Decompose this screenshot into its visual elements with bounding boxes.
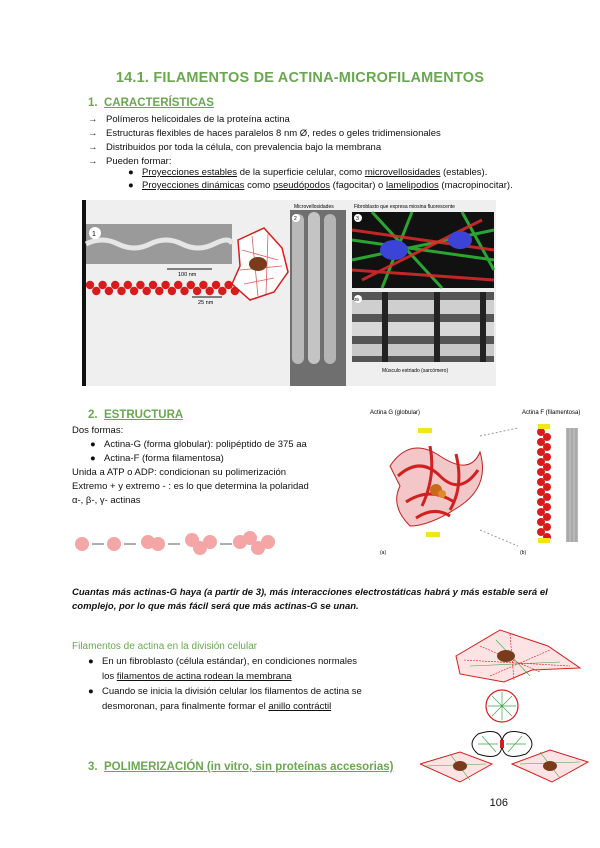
actin-monomer [130,287,138,295]
g-actin-monomer [75,537,89,551]
bullet-icon: ● [90,453,96,464]
figure-b-label: (b) [520,550,527,556]
daughter-cells [420,750,588,782]
g-actin-monomer [151,537,165,551]
actin-structure-figure [370,406,590,556]
actin-g-ribbon [390,446,483,526]
polymerization-diagram [70,528,290,558]
list-item: → Polímeros helicoidales de la proteína actina [88,114,290,125]
actin-monomer [105,287,113,295]
scale-1-label: 100 nm [178,272,197,278]
rounded-cell [486,690,518,722]
list-item: → Estructuras flexibles de haces paralelos 8 nm Ø, redes o geles tridimensionales [88,128,441,139]
arrow-icon: → [88,128,98,139]
actin-monomer [117,287,125,295]
actin-monomer [174,281,182,289]
division-heading: Filamentos de actina en la división celular [72,641,258,652]
fibroblast-cell [456,630,580,682]
bullet-icon: ● [88,686,94,697]
electrostatics-paragraph: Cuantas más actinas-G haya (a partir de 3), más interacciones electrostáticas habrá y más estable será el complejo, por lo que más fácil será que más actinas-G se unan. [72,587,548,612]
actin-f-chain [537,428,551,541]
division-section: Filamentos de actina en la división celular ● En un fibroblasto (célula estándar), en condiciones normales los filamentos de actina rodean la membrana ● Cuando se inicia la división celular los filamentos de actina se desmoronan, para finalmente formar el anillo contráctil [72,641,362,712]
actin-monomer [224,281,232,289]
actin-f-label: Actina F (filamentosa) [522,410,581,416]
actin-monomer [180,287,188,295]
g-actin-monomer [261,535,275,549]
fluorescence-label: Fibroblasto que expresa miosina fluorescente [354,204,455,210]
nucleus [249,257,267,271]
list-item: → Pueden formar: [88,156,172,167]
muscle-label: Músculo estriado (sarcómero) [382,368,449,374]
panel-1-label: 1 [92,231,96,238]
actin-monomer [161,281,169,289]
actin-characteristics-figure [82,200,496,386]
actin-monomer [136,281,144,289]
arrow-icon: → [88,156,98,167]
label-box [418,428,432,433]
panel-3b-label: 3b [354,297,360,302]
microvilli-label: Microvellosidades [294,204,334,210]
panel-3-label: 3 [356,216,359,222]
bullet-icon: ● [88,656,94,667]
figure-left-border [82,200,86,386]
list-item: → Distribuidos por toda la célula, con prevalencia bajo la membrana [88,142,382,153]
panel-2-label: 2 [294,216,297,222]
actin-monomer [206,287,214,295]
section-3-heading: 3. POLIMERIZACIÓN (in vitro, sin proteínas accesorias) [88,761,394,773]
scale-2-label: 25 nm [198,300,214,306]
actin-monomer [86,281,94,289]
actin-monomer [187,281,195,289]
actin-g-label: Actina G (globular) [370,410,421,416]
sublist-item: ● Proyecciones estables de la superficie celular, como microvellosidades (estables). [128,167,488,178]
page-number: 106 [489,797,508,809]
label-box [426,532,440,537]
bullet-icon: ● [90,439,96,450]
g-actin-monomer [203,535,217,549]
bullet-icon: ● [128,180,134,191]
actin-monomer [193,287,201,295]
sublist-item: ● Proyecciones dinámicas como pseudópodos (fagocitar) o lamelipodios (macropinocitar). [128,180,513,191]
bullet-icon: ● [128,167,134,178]
section-1-list [88,114,441,168]
g-actin-monomer [107,537,121,551]
section-1-heading [88,97,214,109]
actin-monomer [155,287,163,295]
actin-monomer [124,281,132,289]
actin-monomer [92,287,100,295]
actin-monomer [149,281,157,289]
actin-monomer [98,281,106,289]
section-1-number: 1. [88,97,98,109]
actin-monomer [212,281,220,289]
list-item: ● En un fibroblasto (célula estándar), en condiciones normales [88,656,358,667]
arrow-icon: → [88,114,98,125]
figure-a-label: (a) [380,550,387,556]
section-2-text: Dos formas: ● Actina-G (forma globular): polipéptido de 375 aa ● Actina-F (forma filamentosa) Unida a ATP o ADP: condicionan su polimerización Extremo + y extremo - : es lo que determina la polaridad α-, β-, γ- actinas [72,425,309,506]
cell-division-figure [420,626,590,790]
actin-monomer [199,281,207,289]
actin-monomer [168,287,176,295]
dividing-cell [472,732,532,757]
actin-monomer [143,287,151,295]
section-1-title: CARACTERÍSTICAS [103,97,214,109]
section-1-sublist [128,167,513,192]
section-2-heading: 2. ESTRUCTURA [88,409,184,421]
actin-monomer [111,281,119,289]
actin-monomer [218,287,226,295]
page-title: 14.1. FILAMENTOS DE ACTINA-MICROFILAMENTOS [115,70,485,86]
arrow-icon: → [88,142,98,153]
list-item: ● Cuando se inicia la división celular los filamentos de actina se [88,686,362,697]
